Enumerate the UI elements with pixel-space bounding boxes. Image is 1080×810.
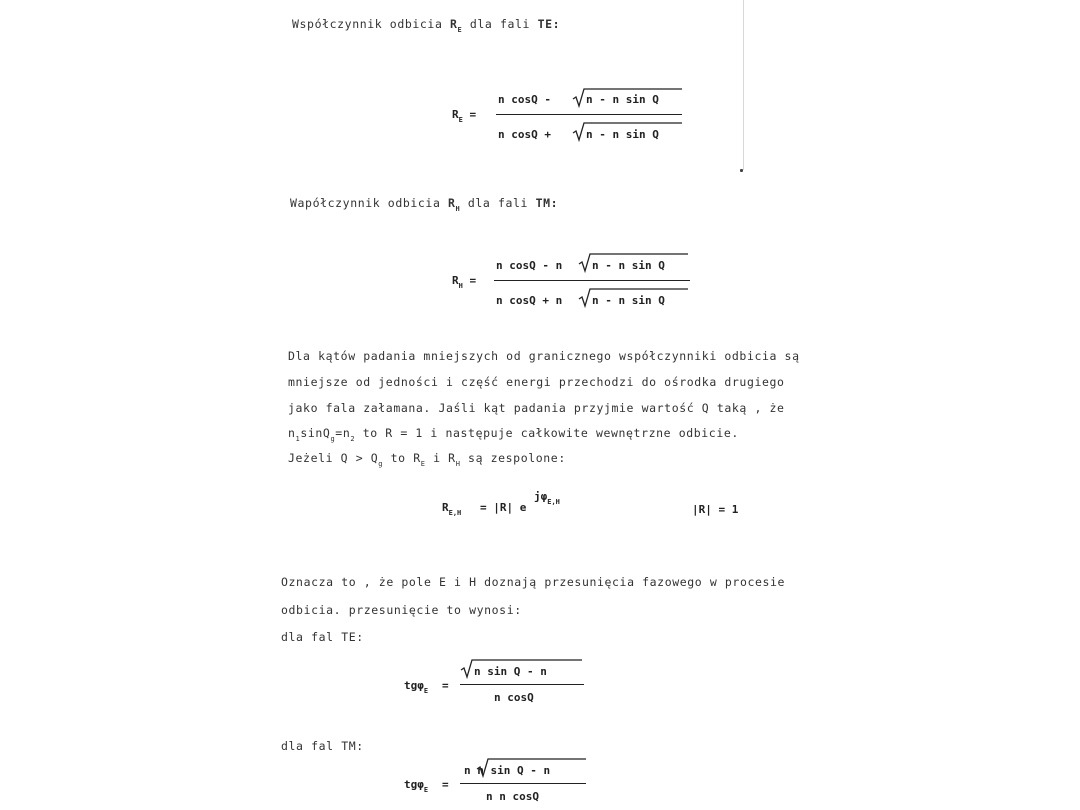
formula-tg-tm: tgφ$_E$ = n n sin Q - n n n cosQ <box>404 758 594 808</box>
denominator: n cosQ + <box>498 128 551 141</box>
fraction-bar <box>494 280 690 281</box>
scan-margin-line <box>743 0 744 170</box>
formula-tg-te: tgφ$_E$ = n sin Q - n n cosQ <box>404 659 594 709</box>
formula-rh: $R_H$ = n cosQ - n n - n sin Q n cosQ + n n - n sin Q <box>452 253 702 313</box>
label-tm: dla fal TM: <box>281 739 364 753</box>
complex-line: Jeżeli $Q > Q_g$ to $R_E$ i $R_H$ są zespolone: <box>288 451 566 468</box>
heading-te: Współczynnik odbicia $R_E$ dla fali TE: <box>292 17 561 34</box>
numerator: n cosQ - <box>498 93 551 106</box>
paragraph-line: Dla kątów padania mniejszych od granicznego współczynniki odbicia są <box>288 349 800 363</box>
snell-line: $n_1\sin Q_g=n_2$ to R = 1 i następuje całkowite wewnętrzne odbicie. <box>288 426 739 443</box>
paragraph-line: jako fala załamana. Jaśli kąt padania przyjmie wartość Q taką , że <box>288 401 785 415</box>
fraction-bar <box>460 783 586 784</box>
heading-tm: Wapółczynnik odbicia $R_H$ dla fali TM: <box>290 196 559 213</box>
formula-complex: $R_{E,H}$ = |R| e $j\varphi_{E,H}$ |R| = 1 <box>442 490 739 517</box>
fraction-bar <box>496 114 682 115</box>
scan-speck <box>740 169 743 172</box>
paragraph-line: mniejsze od jedności i część energi przechodzi do ośrodka drugiego <box>288 375 785 389</box>
paragraph-line: odbicia. przesunięcie to wynosi: <box>281 603 522 617</box>
label-te: dla fal TE: <box>281 630 364 644</box>
formula-re: $R_E$ = n cosQ - n - n sin Q n cosQ + n - n sin Q <box>452 88 692 148</box>
fraction-bar <box>460 684 584 685</box>
paragraph-line: Oznacza to , że pole E i H doznają przesunięcia fazowego w procesie <box>281 575 786 589</box>
